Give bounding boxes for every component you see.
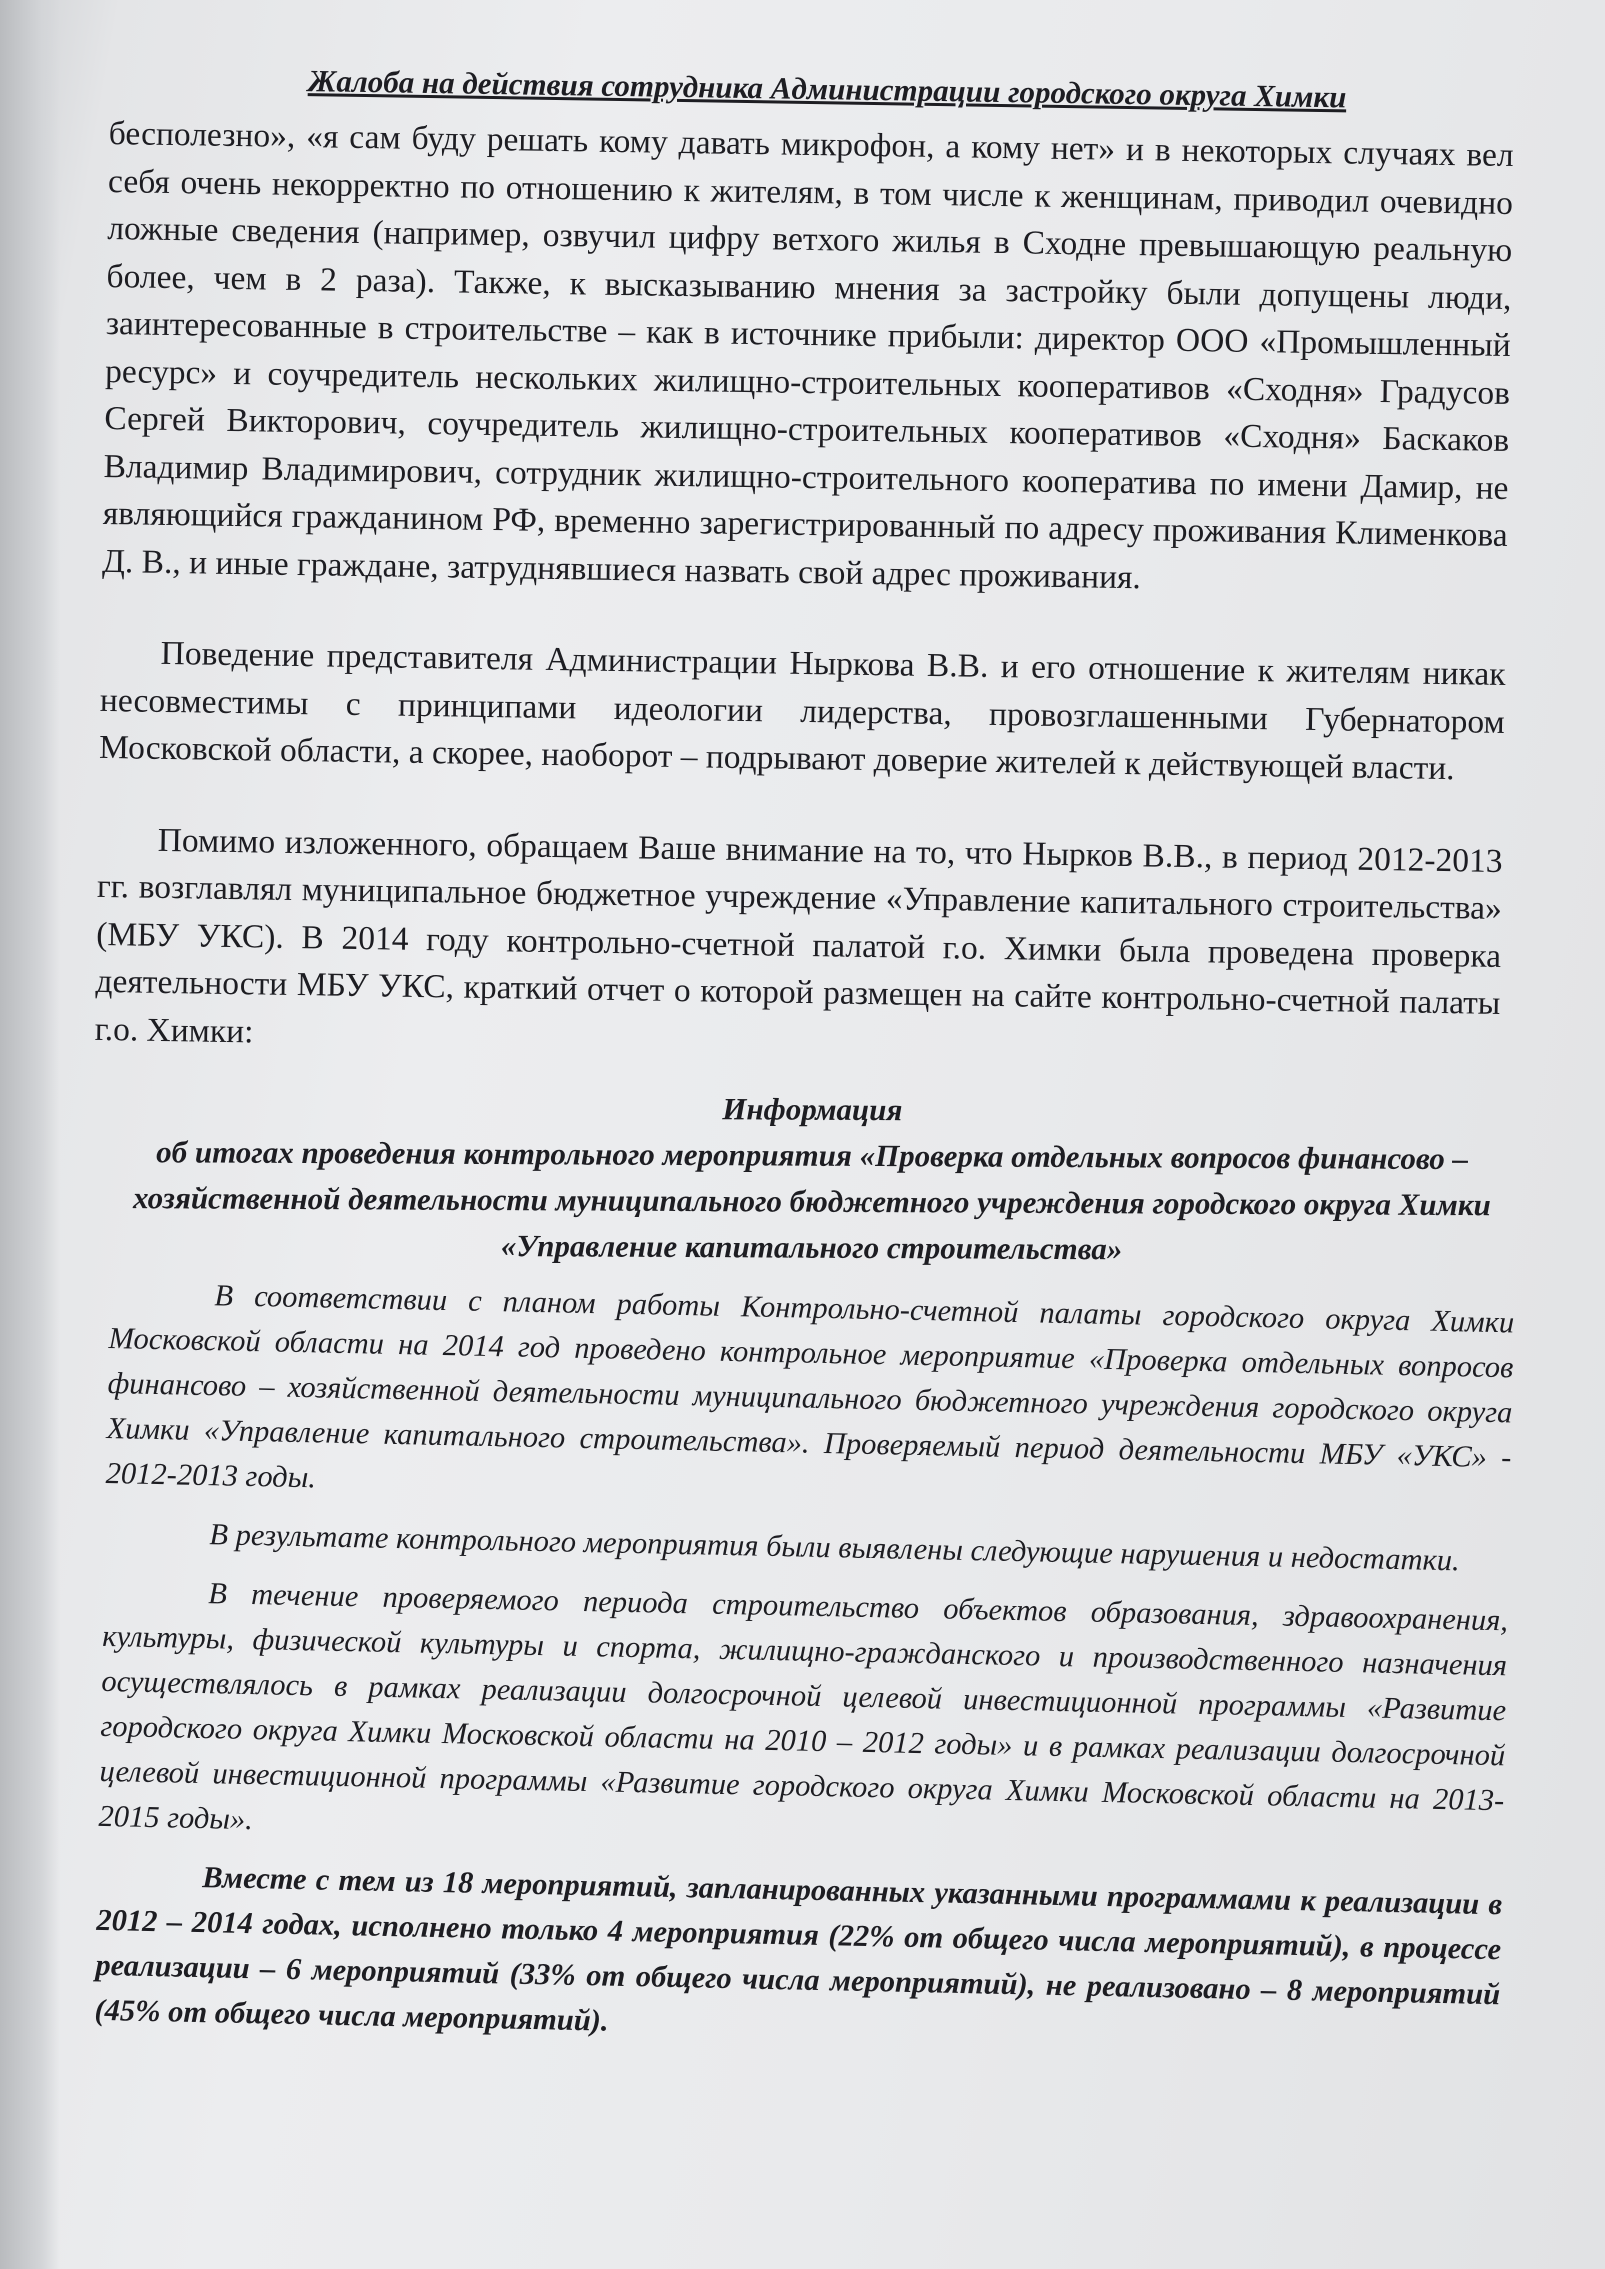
document-content bbox=[94, 60, 1515, 2038]
quoted-report-header bbox=[109, 1083, 1515, 1274]
document-title: Жалоба на действия сотрудника Администрации городского округа Химки bbox=[307, 63, 1347, 115]
quote-paragraph-1: В соответствии с планом работы Контрольно-счетной палаты городского округа Химки Московской области на 2014 год проведено контрольное мероприятие «Проверка отдельных вопросов финансово – хозяйственной деятельности муниципального бюджетного учреждения городского округа Химки «Управление капитального строительства». Проверяемый период деятельности МБУ «УКС» - 2012-2013 годы. bbox=[105, 1278, 1515, 1495]
complaint-paragraph-1: бесполезно», «я сам буду решать кому давать микрофон, а кому нет» и в некоторых случаях вел себя очень некорректно по отношению к жителям, в том числе к женщинам, приводил очевидно ложные сведения (например, озвучил цифру ветхого жилья в Сходне превышающую реальную более, чем в 2 раза). Также, к высказыванию мнения за застройку были допущены люди, заинтересованные в строительстве – как в источнике прибыли: директор ООО «Промышленный ресурс» и соучредитель нескольких жилищно-строительных кооперативов «Сходня» Градусов Сергей Викторович, соучредитель жилищно-строительных кооперативов «Сходня» Баскаков Владимир Владимирович, сотрудник жилищно-строительного кооператива по имени Дамир, не являющийся гражданином РФ, временно зарегистрированный по адресу проживания Клименкова Д. В., и иные граждане, затруднявшиеся назвать свой адрес проживания. bbox=[101, 114, 1514, 596]
complaint-paragraph-3: Помимо изложенного, обращаем Ваше внимание на то, что Нырков В.В., в период 2012-2013 гг. возглавлял муниципальное бюджетное учреждение «Управление капитального строительства» (МБУ УКС). В 2014 году контрольно-счетной палатой г.о. Химки была проведена проверка деятельности МБУ УКС, краткий отчет о которой размещен на сайте контрольно-счетной палаты г.о. Химки: bbox=[94, 821, 1503, 1050]
quote-paragraph-3: В течение проверяемого периода строительство объектов образования, здравоохранения, культуры, физической культуры и спорта, жилищно-гражданского и производственного назначения осуществлялось в рамках реализации долгосрочной целевой инвестиционной программы «Развитие городского округа Химки Московской области на 2010 – 2012 годы» и в рамках реализации долгосрочной целевой инвестиционной программы «Развитие городского округа Химки Московской области на 2013-2015 годы». bbox=[98, 1576, 1509, 1837]
quoted-report-body bbox=[94, 1271, 1515, 2062]
page-shadow-edge bbox=[0, 0, 60, 2269]
quote-heading: Информация bbox=[722, 1091, 903, 1128]
quote-paragraph-2: В результате контрольного мероприятия были выявлены следующие нарушения и недостатки. bbox=[209, 1517, 1461, 1578]
complaint-paragraph-2: Поведение представителя Администрации Ныркова В.В. и его отношение к жителям никак несовместимы с принципами идеологии лидерства, провозглашенными Губернатором Московской области, а скорее, наоборот – подрывают доверие жителей к действующей власти. bbox=[98, 634, 1506, 788]
quote-paragraph-4: Вместе с тем из 18 мероприятий, запланированных указанными программами к реализации в 2012 – 2014 годах, исполнено только 4 мероприятия (22% от общего числа мероприятий), в процессе реализации – 6 мероприятий (33% от общего числа мероприятий), не реализовано – 8 мероприятий (45% от общего числа мероприятий). bbox=[94, 1860, 1503, 2038]
quote-subheading: об итогах проведения контрольного мероприятия «Проверка отдельных вопросов финансово – хозяйственной деятельности муниципального бюджетного учреждения городского округа Химки «Управление капитального строительства» bbox=[132, 1134, 1491, 1267]
complaint-text-block bbox=[94, 60, 1514, 1075]
